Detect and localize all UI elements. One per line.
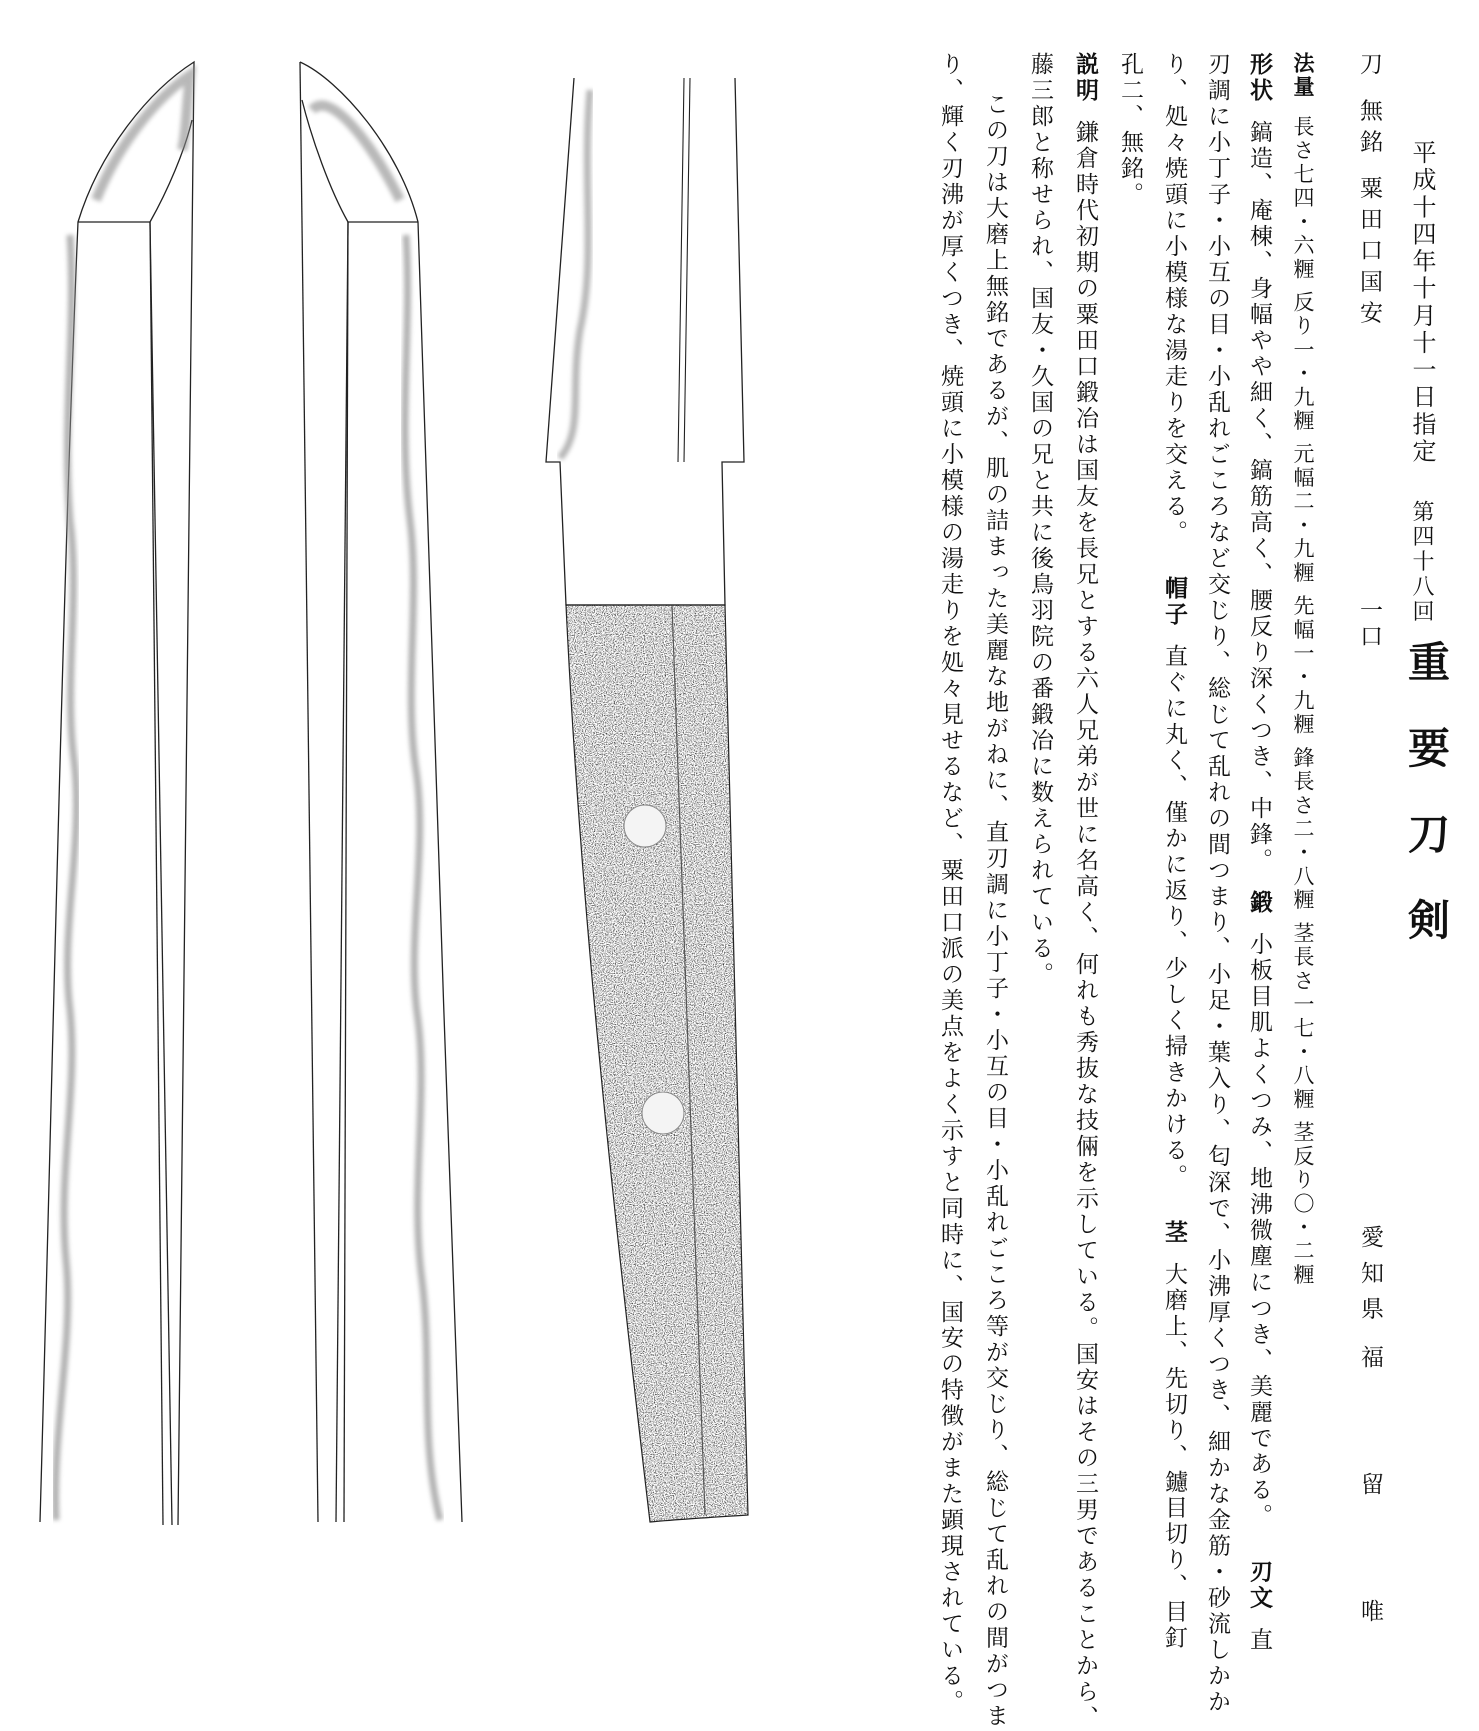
- mekugi-hole-lower: [642, 1092, 684, 1134]
- hamon-line-left: [56, 235, 77, 1520]
- boshi-label: 帽子: [1161, 575, 1187, 628]
- measure-label: 法量: [1291, 52, 1315, 100]
- hamon-text-3: り、処々焼頭に小模様な湯走りを交える。: [1161, 52, 1187, 546]
- shape-column: [1247, 52, 1270, 1653]
- nakago-text-1: 大磨上、先切り、鑢目切り、目釘: [1161, 1261, 1187, 1652]
- item-count: 一口: [1356, 598, 1382, 650]
- page-title: 重 要 刀 剣: [1402, 640, 1451, 955]
- blade-middle: [300, 62, 462, 1522]
- hamon-label: 刃文: [1246, 1559, 1272, 1612]
- blade-left: [40, 62, 194, 1525]
- nakago-label: 茎: [1161, 1219, 1187, 1246]
- hamon-text-2: 刃調に小丁子・小互の目・小乱れごころなど交じり、総じて乱れの間つまり、小足・葉入り、匂深で、小沸厚くつき、細かな金筋・砂流しかか: [1204, 52, 1230, 1716]
- blade-nakago: [546, 78, 748, 1522]
- description-p1-line1: 鎌倉時代初期の粟田口鍛冶は国友を長兄とする六人兄弟が世に名高く、何れも秀抜な技倆を示している。国安はその三男であることから、: [1072, 119, 1098, 1731]
- nakago-tang: [566, 605, 748, 1522]
- description-p2-line1: この刀は大磨上無銘であるが、肌の詰まった美麗な地がねに、直刃調に小丁子・小互の目・小乱れごころ等が交じり、総じて乱れの間がつま: [982, 92, 1008, 1730]
- shape-label: 形状: [1246, 52, 1272, 104]
- item-name: 刀 無銘 粟田口国安: [1356, 52, 1382, 332]
- hamon-text-1: 直: [1246, 1627, 1272, 1654]
- forging-text: 小板目肌よくつみ、地沸微塵につき、美麗である。: [1246, 931, 1272, 1530]
- hamon-line-middle: [405, 235, 440, 1520]
- shape-text: 鎬造、庵棟、身幅やや細く、鎬筋高く、腰反り深くつき、中鋒。: [1246, 119, 1272, 874]
- measure-column: [1292, 52, 1313, 1287]
- owner-name: 福 留 唯: [1357, 1345, 1383, 1671]
- session-number: 第四十八回: [1409, 500, 1434, 625]
- boshi-text: 直ぐに丸く、僅かに返り、少しく掃きかける。: [1161, 643, 1187, 1190]
- nakago-text-2: 孔二、無銘。: [1117, 52, 1143, 208]
- forging-label: 鍛: [1246, 889, 1272, 916]
- description-p2-line2: り、輝く刃沸が厚くつき、焼頭に小模様の湯走りを処々見せるなど、粟田口派の美点をよく示すと同時に、国安の特徴がまた顕現されている。: [937, 52, 963, 1716]
- description-label: 説明: [1072, 52, 1098, 104]
- owner-prefecture: 愛知県: [1357, 1225, 1383, 1332]
- description-column: [1073, 52, 1096, 1731]
- hamon-boshi-nakago-column: [1162, 52, 1185, 1651]
- mekugi-hole-upper: [624, 805, 666, 847]
- description-p1-line2: 藤三郎と称せられ、国友・久国の兄と共に後鳥羽院の番鍛冶に数えられている。: [1027, 52, 1053, 988]
- measure-text: 長さ七四・六糎 反り一・九糎 元幅二・九糎 先幅一・九糎 鋒長さ二・八糎 茎長さ一七・八糎 茎反り〇・二糎: [1291, 115, 1315, 1288]
- designation-date: 平成十四年十月十一日指定: [1408, 140, 1436, 466]
